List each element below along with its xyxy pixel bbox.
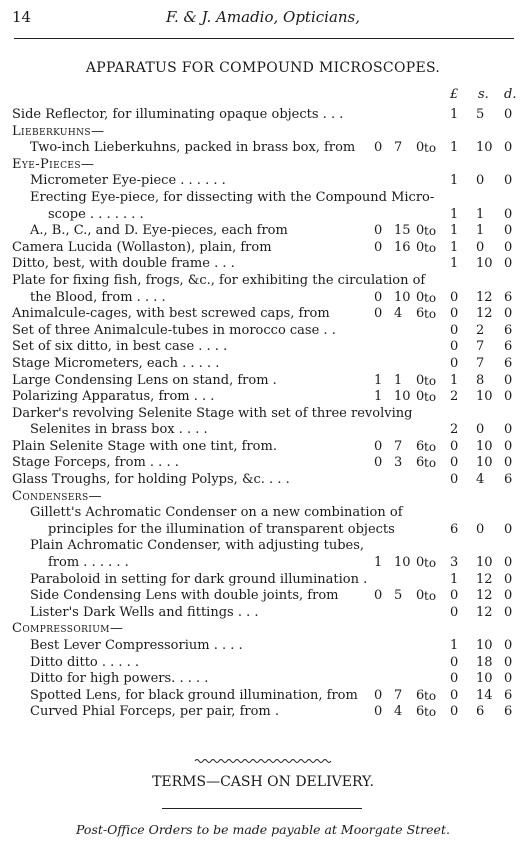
item-description: Plain Achromatic Condenser, with adjusting tubes, — [30, 538, 365, 554]
item-description: Spotted Lens, for black ground illumination, from — [30, 687, 358, 703]
to-separator: to — [424, 439, 437, 454]
price-row: scope . . . . . . . 1 1 0 — [48, 206, 513, 222]
price-row: Spotted Lens, for black ground illumination, from 0 7 6 to 0 14 6 — [30, 687, 513, 703]
pounds-header: £ — [450, 87, 459, 102]
item-description: Paraboloid in setting for dark ground illumination . — [30, 571, 368, 587]
price-row: from . . . . . . 1 10 0 to 3 10 0 — [48, 555, 513, 571]
to-separator: to — [424, 290, 437, 305]
price-row — [0, 538, 526, 555]
price-row: Ditto for high powers. . . . . 0 10 0 — [30, 671, 513, 687]
price-row: Glass Troughs, for holding Polyps, &c. . . . 0 4 6 — [12, 472, 513, 488]
item-description: Plate for fixing fish, frogs, &c., for exhibiting the circulation of — [12, 272, 426, 288]
section-heading — [0, 124, 526, 141]
price-row: Stage Forceps, from . . . . 0 3 6 to 0 10 0 — [12, 455, 513, 471]
page-number: 14 — [12, 8, 32, 26]
price-row — [0, 190, 526, 207]
price-row: Lister's Dark Wells and fittings . . . 0 12 0 — [30, 604, 513, 620]
section-heading — [0, 489, 526, 506]
item-description: Stage Forceps, from . . . . — [12, 455, 179, 471]
header-rule — [14, 38, 514, 39]
price-row: Large Condensing Lens on stand, from . 1 1 0 to 1 8 0 — [12, 372, 513, 388]
price-row: Set of three Animalcule-tubes in morocco case . . 0 2 6 — [12, 322, 513, 338]
section-heading — [0, 621, 526, 638]
price-row: A., B., C., and D. Eye-pieces, each from 0 15 0 to 1 1 0 — [30, 223, 513, 239]
item-description: Lister's Dark Wells and fittings . . . — [30, 604, 259, 620]
section-heading-text: Lieberkuhns— — [12, 123, 105, 139]
item-description: Set of three Animalcule-tubes in morocco case . . — [12, 322, 336, 338]
terms-line: TERMS—CASH ON DELIVERY. — [152, 774, 374, 790]
item-description: Camera Lucida (Wollaston), plain, from — [12, 239, 272, 255]
to-separator: to — [424, 705, 437, 720]
section-heading-text: Eye-Pieces— — [12, 156, 95, 172]
item-description: Glass Troughs, for holding Polyps, &c. . . . — [12, 472, 290, 488]
to-separator: to — [424, 390, 437, 405]
pence-header: d. — [504, 87, 517, 102]
price-row: Two-inch Lieberkuhns, packed in brass box, from 0 7 0 to 1 10 0 — [30, 140, 513, 156]
price-row: Set of six ditto, in best case . . . . 0 7 6 — [12, 339, 513, 355]
decorative-wavy-rule — [195, 758, 331, 764]
page-header — [0, 0, 526, 40]
item-description: scope . . . . . . . — [48, 206, 144, 222]
price-row: principles for the illumination of transparent objects 6 0 0 — [48, 521, 513, 537]
item-description: Ditto, best, with double frame . . . — [12, 256, 235, 272]
item-description: Plain Selenite Stage with one tint, from. — [12, 438, 277, 454]
item-description: A., B., C., and D. Eye-pieces, each from — [30, 223, 288, 239]
to-separator: to — [424, 688, 437, 703]
item-description: Best Lever Compressorium . . . . — [30, 638, 243, 653]
item-description: Ditto ditto . . . . . — [30, 654, 140, 670]
price-row: Selenites in brass box . . . . 2 0 0 — [30, 422, 513, 438]
item-description: Curved Phial Forceps, per pair, from . — [30, 704, 280, 720]
item-description: Stage Micrometers, each . . . . . — [12, 355, 220, 371]
item-description: Polarizing Apparatus, from . . . — [12, 389, 215, 405]
section-heading — [0, 157, 526, 174]
price-row: Best Lever Compressorium . . . . 1 10 0 — [30, 638, 513, 653]
price-row: Stage Micrometers, each . . . . . 0 7 6 — [12, 355, 513, 371]
to-separator: to — [424, 224, 437, 239]
item-description: Ditto for high powers. . . . . — [30, 671, 209, 687]
item-description: Micrometer Eye-piece . . . . . . — [30, 173, 226, 189]
terms-rule — [162, 808, 362, 809]
to-separator: to — [424, 240, 437, 255]
to-separator: to — [424, 456, 437, 471]
item-description: Erecting Eye-piece, for dissecting with the Compound Micro- — [30, 189, 435, 205]
to-separator: to — [424, 307, 437, 322]
price-row: Plain Selenite Stage with one tint, from. 0 7 6 to 0 10 0 — [12, 438, 513, 454]
price-row — [0, 273, 526, 290]
item-description: Side Condensing Lens with double joints, from — [30, 588, 339, 604]
item-description: Selenites in brass box . . . . — [30, 422, 208, 438]
price-row — [0, 505, 526, 522]
item-description: Side Reflector, for illuminating opaque objects . . . — [12, 107, 344, 122]
item-description: Darker's revolving Selenite Stage with set of three revolving — [12, 405, 413, 421]
price-row: the Blood, from . . . . 0 10 0 to 0 12 6 — [30, 289, 513, 305]
price-row: Side Condensing Lens with double joints, from 0 5 0 to 0 12 0 — [30, 588, 513, 604]
price-row: Ditto, best, with double frame . . . 1 10 0 — [12, 256, 513, 272]
item-description: Set of six ditto, in best case . . . . — [12, 339, 228, 355]
to-separator: to — [424, 556, 437, 571]
to-separator: to — [424, 589, 437, 604]
item-description: Animalcule-cages, with best screwed caps, from — [12, 306, 330, 322]
item-description: Gillett's Achromatic Condenser on a new combination of — [30, 505, 403, 521]
item-description: the Blood, from . . . . — [30, 289, 166, 305]
page-title: APPARATUS FOR COMPOUND MICROSCOPES. — [85, 60, 441, 76]
price-row: Side Reflector, for illuminating opaque objects . . . 1 5 0 — [12, 107, 513, 122]
price-row: Ditto ditto . . . . . 0 18 0 — [30, 654, 513, 670]
price-row: Curved Phial Forceps, per pair, from . 0 4 6 to 0 6 6 — [30, 704, 513, 720]
price-row — [0, 406, 526, 423]
section-heading-text: Compressorium— — [12, 621, 124, 637]
price-row: Micrometer Eye-piece . . . . . . 1 0 0 — [30, 173, 513, 189]
item-description: from . . . . . . — [48, 555, 129, 571]
item-description: principles for the illumination of transparent objects — [48, 521, 395, 537]
shillings-header: s. — [478, 87, 489, 102]
price-row: Paraboloid in setting for dark ground illumination . 1 12 0 — [30, 571, 513, 587]
to-separator: to — [424, 373, 437, 388]
to-separator: to — [424, 141, 437, 156]
price-row: Polarizing Apparatus, from . . . 1 10 0 to 2 10 0 — [12, 389, 513, 405]
item-description: Large Condensing Lens on stand, from . — [12, 372, 277, 388]
item-description: Two-inch Lieberkuhns, packed in brass box, from — [30, 140, 356, 156]
footer-note: Post-Office Orders to be made payable at Moorgate Street. — [76, 822, 450, 837]
price-row: Animalcule-cages, with best screwed caps, from 0 4 6 to 0 12 0 — [12, 306, 513, 322]
price-list — [0, 107, 526, 721]
section-heading-text: Condensers— — [12, 488, 102, 504]
running-title: F. & J. Amadio, Opticians, — [165, 8, 361, 26]
price-row: Camera Lucida (Wollaston), plain, from 0 16 0 to 1 0 0 — [12, 239, 513, 255]
